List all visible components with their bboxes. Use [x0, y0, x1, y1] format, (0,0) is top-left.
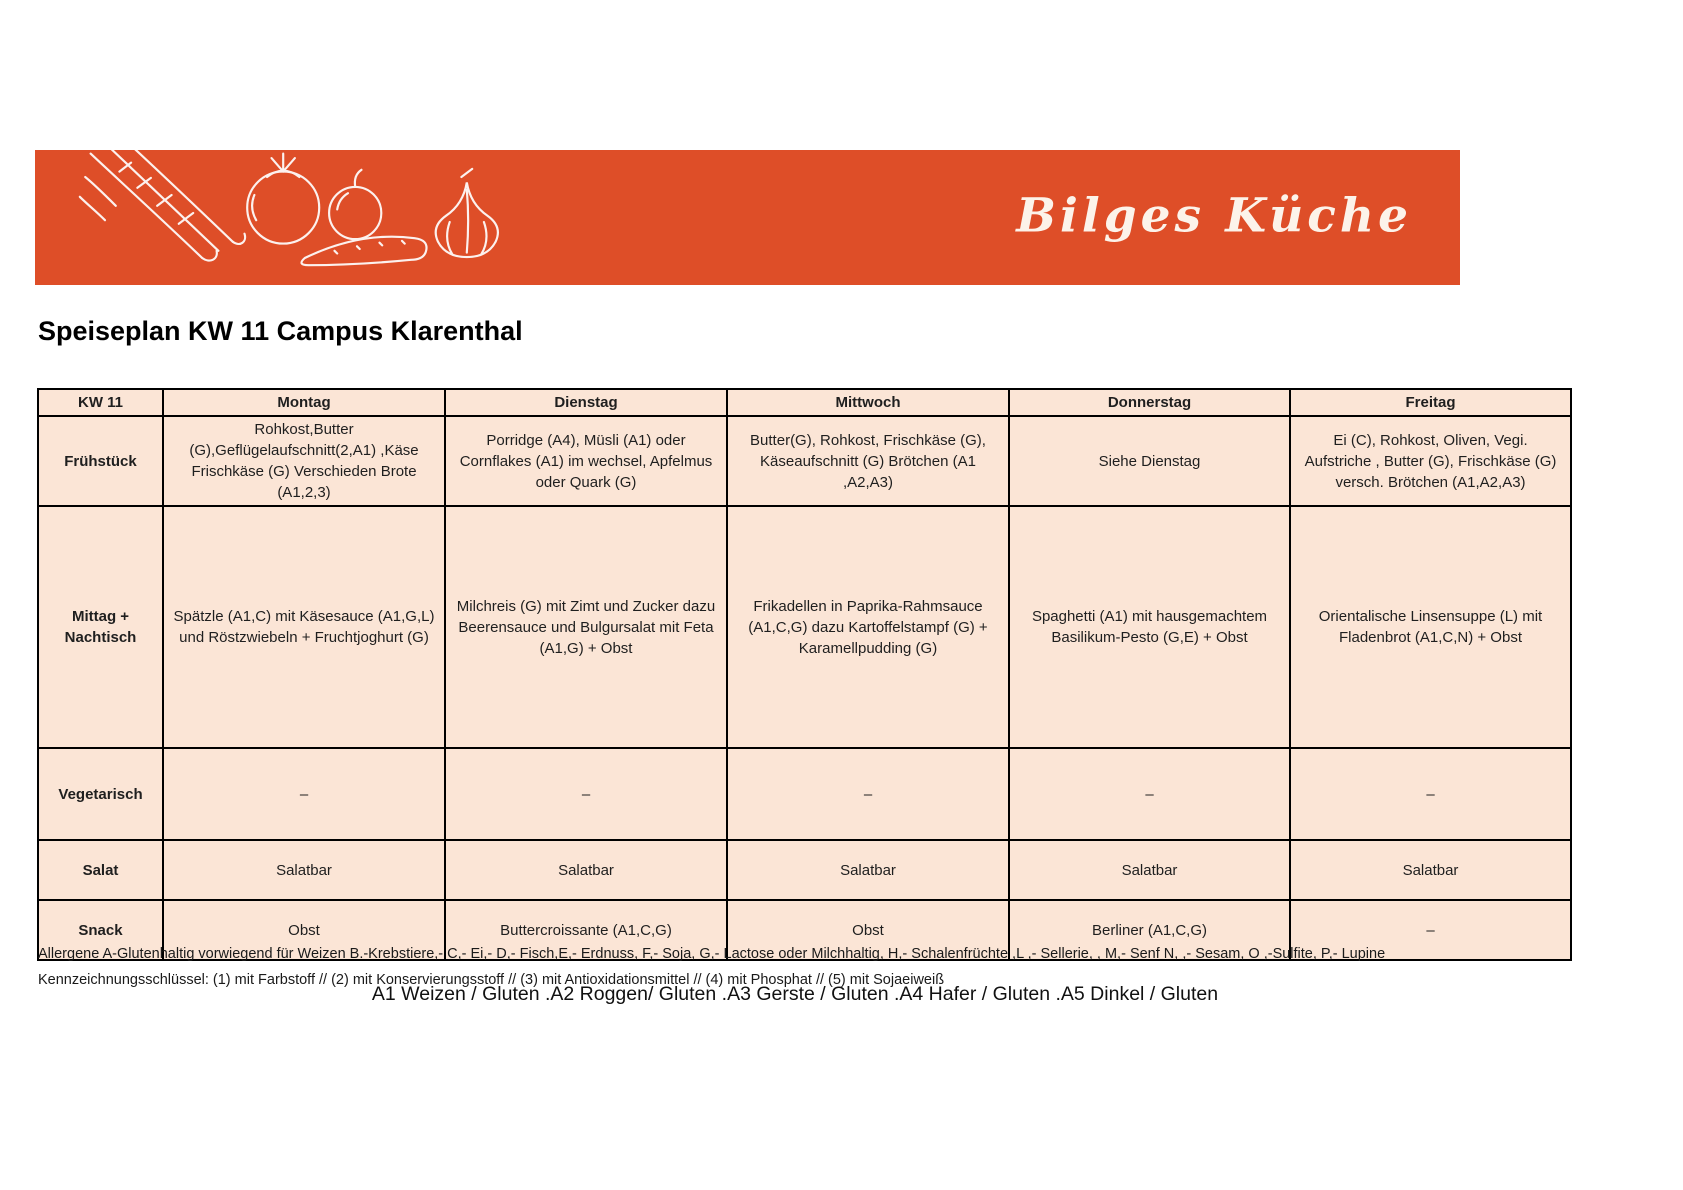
menu-cell-salat-mittwoch: Salatbar	[727, 840, 1009, 900]
menu-cell-vegetarisch-donnerstag: –	[1009, 748, 1290, 840]
menu-cell-fruehstueck-dienstag: Porridge (A4), Müsli (A1) oder Cornflakes (A1) im wechsel, Apfelmus oder Quark (G)	[445, 416, 727, 506]
menu-cell-fruehstueck-mittwoch: Butter(G), Rohkost, Frischkäse (G), Käseaufschnitt (G) Brötchen (A1 ,A2,A3)	[727, 416, 1009, 506]
menu-cell-snack-mittwoch: Obst	[727, 900, 1009, 960]
menu-cell-vegetarisch-freitag: –	[1290, 748, 1571, 840]
row-label-mittag: Mittag + Nachtisch	[38, 506, 163, 748]
table-row-salat	[38, 840, 1571, 900]
table-header-row	[38, 389, 1571, 416]
column-header-freitag: Freitag	[1290, 389, 1571, 416]
menu-cell-mittag-dienstag: Milchreis (G) mit Zimt und Zucker dazu Beerensauce und Bulgursalat mit Feta (A1,G) + Obst	[445, 506, 727, 748]
table-row-fruehstueck	[38, 416, 1571, 506]
menu-cell-mittag-montag: Spätzle (A1,C) mit Käsesauce (A1,G,L) und Röstzwiebeln + Fruchtjoghurt (G)	[163, 506, 445, 748]
row-label-fruehstueck: Frühstück	[38, 416, 163, 506]
menu-cell-fruehstueck-donnerstag: Siehe Dienstag	[1009, 416, 1290, 506]
column-header-montag: Montag	[163, 389, 445, 416]
page-title: Speiseplan KW 11 Campus Klarenthal	[38, 316, 523, 346]
menu-cell-mittag-donnerstag: Spaghetti (A1) mit hausgemachtem Basilikum-Pesto (G,E) + Obst	[1009, 506, 1290, 748]
menu-cell-salat-donnerstag: Salatbar	[1009, 840, 1290, 900]
menu-cell-mittag-mittwoch: Frikadellen in Paprika-Rahmsauce (A1,C,G) dazu Kartoffelstampf (G) + Karamellpudding (G)	[727, 506, 1009, 748]
menu-cell-salat-dienstag: Salatbar	[445, 840, 727, 900]
column-header-dienstag: Dienstag	[445, 389, 727, 416]
row-label-salat: Salat	[38, 840, 163, 900]
column-header-donnerstag: Donnerstag	[1009, 389, 1290, 416]
menu-cell-fruehstueck-freitag: Ei (C), Rohkost, Oliven, Vegi. Aufstriche , Butter (G), Frischkäse (G) versch. Brötchen (A1,A2,A3)	[1290, 416, 1571, 506]
table-row-mittag	[38, 506, 1571, 748]
menu-cell-vegetarisch-montag: –	[163, 748, 445, 840]
row-label-vegetarisch: Vegetarisch	[38, 748, 163, 840]
column-header-mittwoch: Mittwoch	[727, 389, 1009, 416]
menu-table	[37, 388, 1572, 961]
header-banner	[35, 150, 1460, 285]
menu-cell-snack-montag: Obst	[163, 900, 445, 960]
menu-cell-vegetarisch-mittwoch: –	[727, 748, 1009, 840]
menu-cell-vegetarisch-dienstag: –	[445, 748, 727, 840]
menu-cell-snack-donnerstag: Berliner (A1,C,G)	[1009, 900, 1290, 960]
vegetables-illustration	[53, 150, 553, 285]
menu-cell-mittag-freitag: Orientalische Linsensuppe (L) mit Fladenbrot (A1,C,N) + Obst	[1290, 506, 1571, 748]
table-row-vegetarisch	[38, 748, 1571, 840]
gluten-legend: A1 Weizen / Gluten .A2 Roggen/ Gluten .A3 Gerste / Gluten .A4 Hafer / Gluten .A5 Dinkel / Gluten	[371, 983, 1219, 1005]
menu-cell-snack-freitag: –	[1290, 900, 1571, 960]
footnote-allergens: Allergene A-Glutenhaltig vorwiegend für Weizen B.-Krebstiere,- C,- Ei,- D,- Fisch,E,- Erdnuss, F,- Soja, G,- Lactose oder Milchhaltig, H,- Schalenfrüchte ,L ,- Sellerie, , M,- Senf N, ,- Sesam, O ,-Sulfite, P,- Lupine	[38, 946, 1386, 962]
column-header-kw: KW 11	[38, 389, 163, 416]
menu-cell-salat-montag: Salatbar	[163, 840, 445, 900]
footnote-labeling-key: Kennzeichnungsschlüssel: (1) mit Farbstoff // (2) mit Konservierungsstoff // (3) mit Antioxidationsmittel // (4) mit Phosphat // (5) mit Sojaeiweiß	[38, 972, 945, 988]
row-label-snack: Snack	[38, 900, 163, 960]
menu-cell-snack-dienstag: Buttercroissante (A1,C,G)	[445, 900, 727, 960]
brand-logo-text: Bilges Küche	[1016, 187, 1412, 243]
menu-cell-fruehstueck-montag: Rohkost,Butter (G),Geflügelaufschnitt(2,A1) ,Käse Frischkäse (G) Verschieden Brote (A1,2,3)	[163, 416, 445, 506]
menu-cell-salat-freitag: Salatbar	[1290, 840, 1571, 900]
